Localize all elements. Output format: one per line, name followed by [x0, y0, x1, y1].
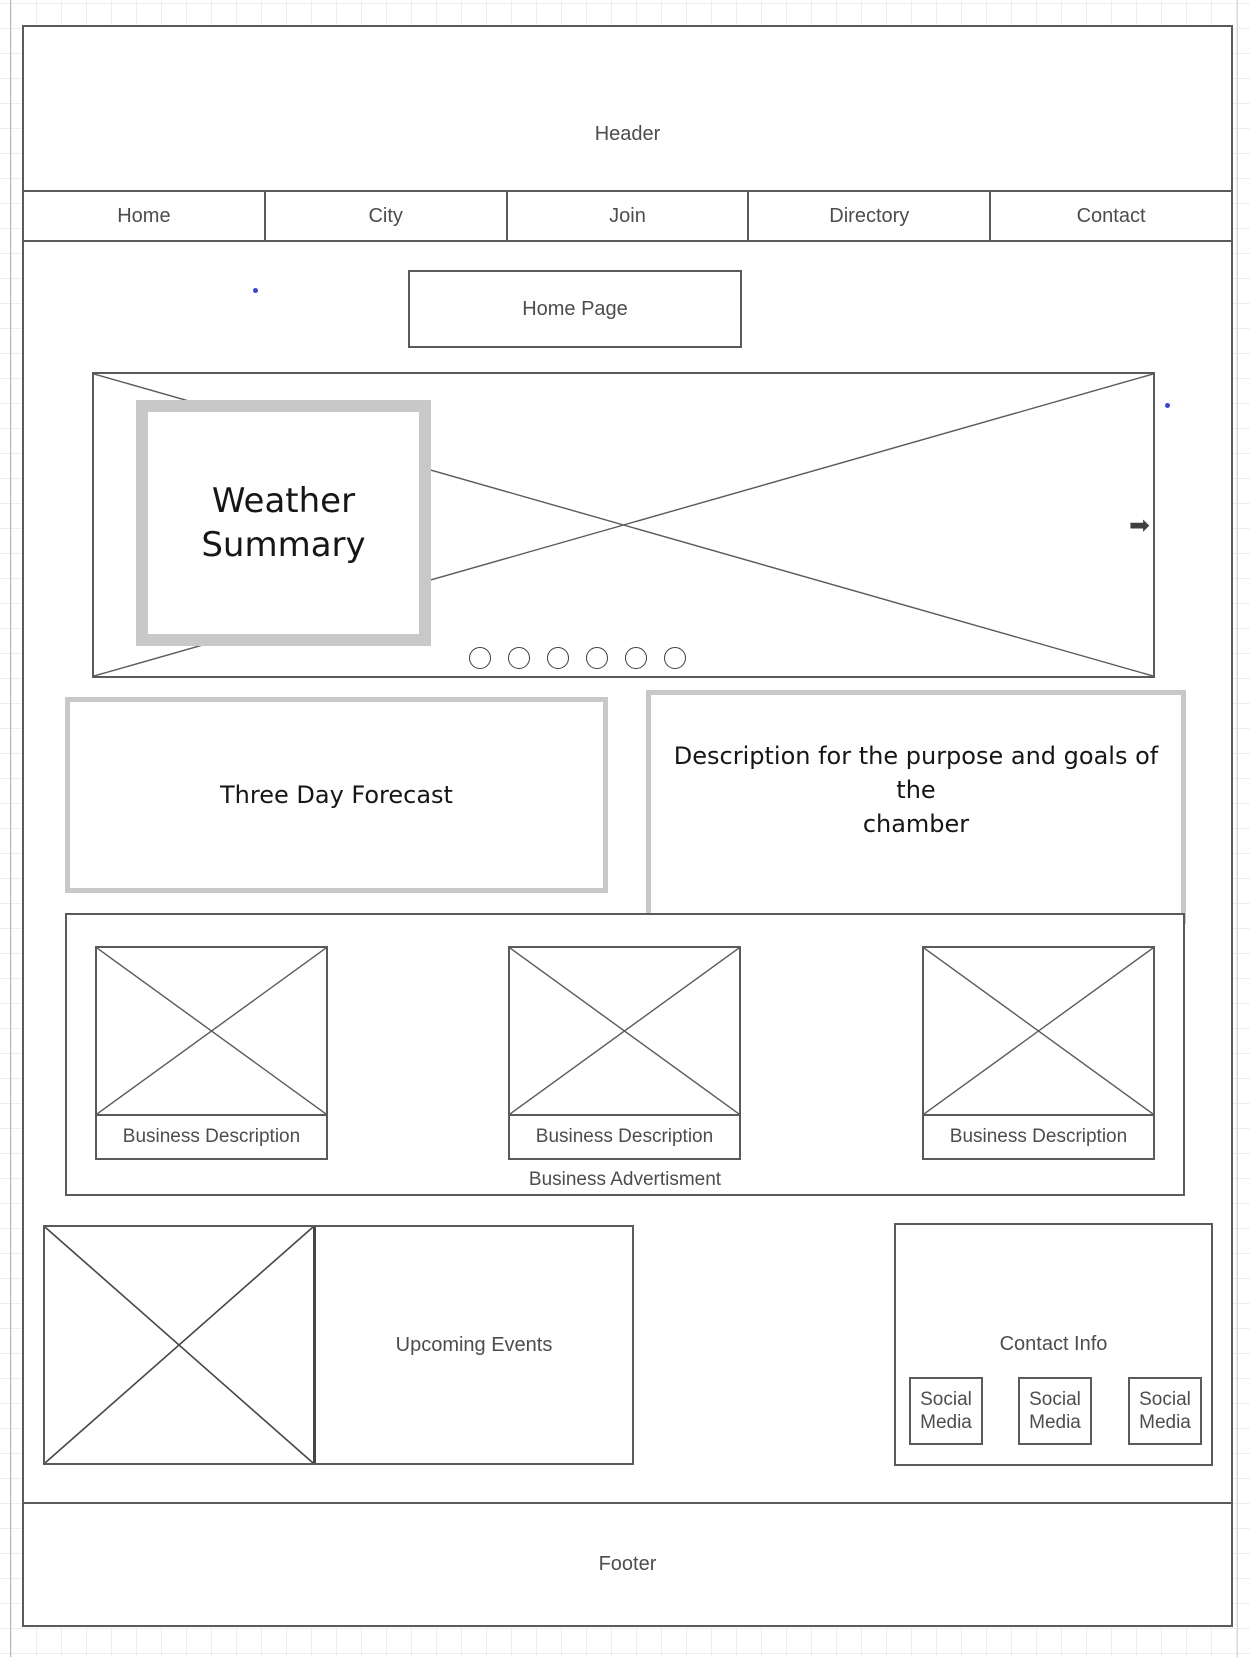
upcoming-events-label: Upcoming Events — [395, 1333, 553, 1356]
image-placeholder-x-icon — [45, 1227, 313, 1463]
business-description-label: Business Description — [97, 1114, 326, 1158]
business-card — [95, 946, 328, 1160]
page-boundary-line — [10, 0, 11, 1657]
social-media-box[interactable]: Social Media — [1018, 1377, 1092, 1445]
home-page-wireframe-frame — [22, 25, 1233, 1627]
nav-item-home[interactable]: Home — [117, 204, 171, 227]
carousel-dot[interactable] — [469, 647, 491, 669]
anchor-dot — [253, 288, 258, 293]
business-description-label: Business Description — [924, 1114, 1153, 1158]
contact-info-section — [894, 1223, 1213, 1466]
event-image-placeholder — [45, 1227, 316, 1463]
weather-summary-overlay: Weather Summary — [136, 400, 431, 646]
carousel-dot[interactable] — [547, 647, 569, 669]
anchor-dot — [1165, 403, 1170, 408]
nav-bar — [24, 190, 1231, 242]
carousel-dot[interactable] — [664, 647, 686, 669]
business-advertisement-caption: Business Advertisment — [528, 1169, 722, 1190]
page-header: Header — [594, 123, 661, 145]
nav-item-city[interactable]: City — [264, 192, 506, 240]
three-day-forecast-label: Three Day Forecast — [220, 781, 453, 809]
carousel-dot[interactable] — [625, 647, 647, 669]
page-title-box — [408, 270, 742, 348]
social-media-box[interactable]: Social Media — [909, 1377, 983, 1445]
nav-item-contact[interactable]: Contact — [989, 192, 1231, 240]
three-day-forecast-box — [65, 697, 608, 893]
hero-carousel — [92, 372, 1155, 678]
page-title: Home Page — [522, 297, 628, 320]
carousel-dot[interactable] — [586, 647, 608, 669]
image-placeholder-x-icon — [510, 948, 739, 1114]
business-card — [922, 946, 1155, 1160]
social-media-box[interactable]: Social Media — [1128, 1377, 1202, 1445]
nav-item-join[interactable]: Join — [506, 192, 748, 240]
image-placeholder-x-icon — [97, 948, 326, 1114]
page-boundary-line — [1237, 0, 1238, 1657]
image-placeholder-x-icon — [924, 948, 1153, 1114]
carousel-dots — [469, 647, 686, 669]
business-advertisement-section — [65, 913, 1185, 1196]
next-arrow-icon[interactable]: ➡ — [1129, 510, 1150, 540]
chamber-description-box: Description for the purpose and goals of the chamber — [646, 690, 1186, 924]
page-footer — [24, 1502, 1231, 1625]
carousel-dot[interactable] — [508, 647, 530, 669]
business-card — [508, 946, 741, 1160]
footer-label: Footer — [598, 1553, 657, 1575]
contact-info-title: Contact Info — [999, 1333, 1108, 1355]
nav-item-directory[interactable]: Directory — [747, 192, 989, 240]
business-description-label: Business Description — [510, 1114, 739, 1158]
upcoming-events-section — [43, 1225, 634, 1465]
